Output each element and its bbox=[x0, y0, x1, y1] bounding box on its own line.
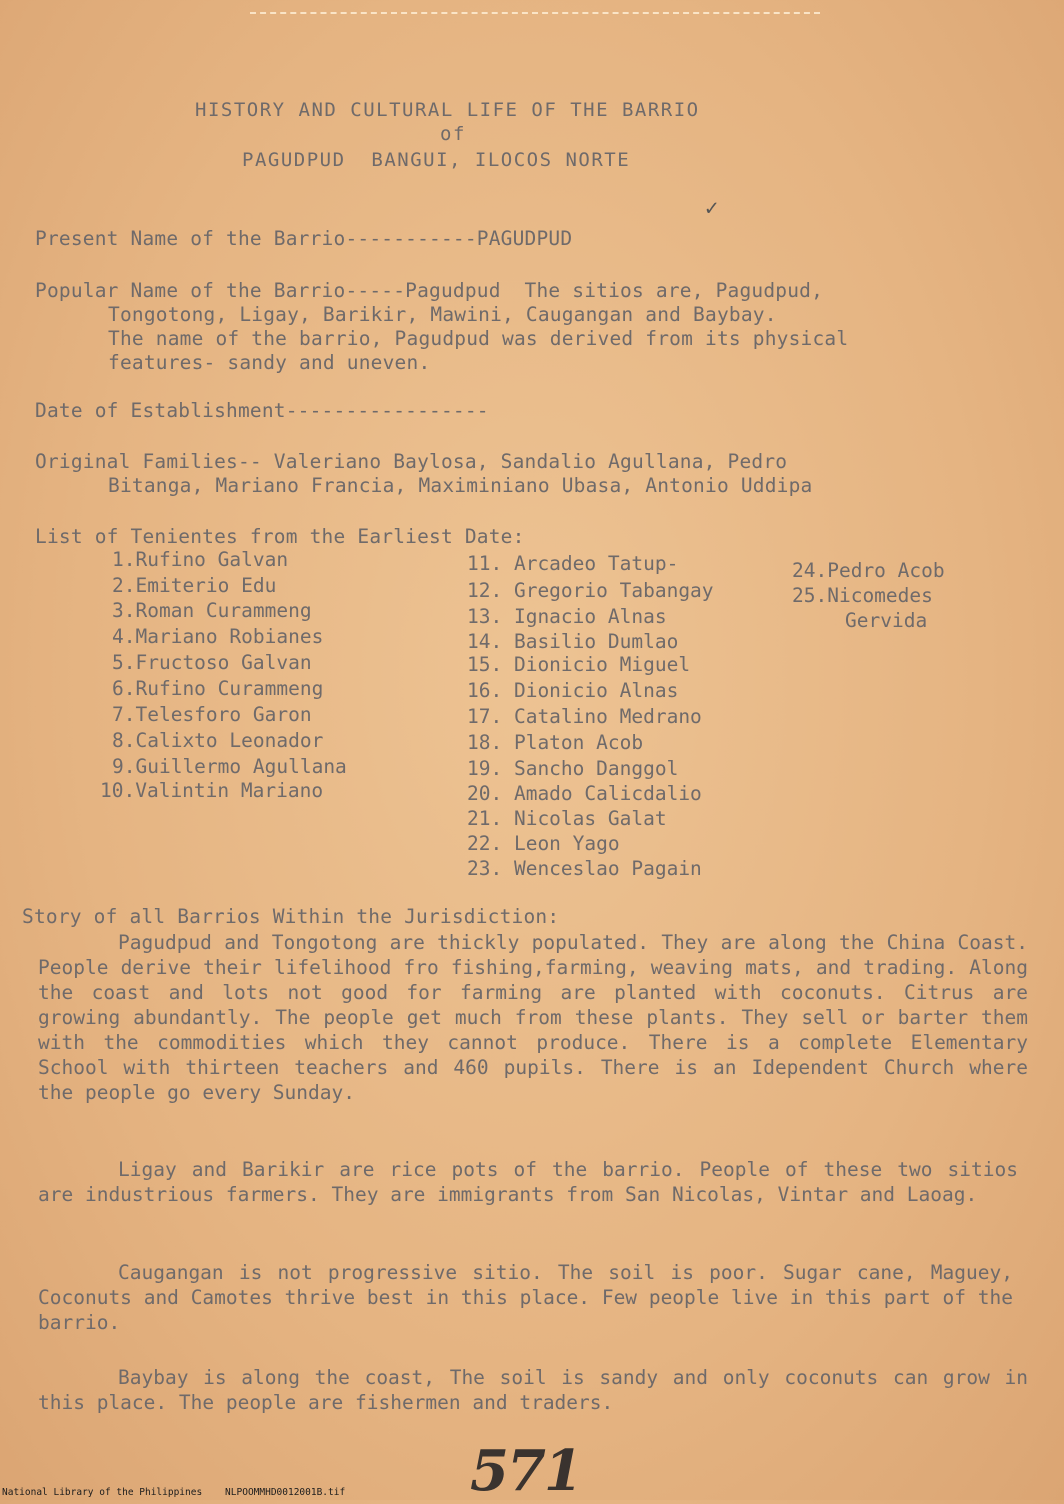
check-mark: ✓ bbox=[705, 196, 719, 221]
title-line-1: HISTORY AND CULTURAL LIFE OF THE BARRIO bbox=[195, 99, 700, 121]
teniente-item: 19. Sancho Danggol bbox=[467, 757, 679, 780]
date-of-establishment: Date of Establishment----------------- bbox=[35, 399, 489, 422]
title-line-2: of bbox=[440, 123, 466, 145]
popular-name-line-3: The name of the barrio, Pagudpud was derived from its physical bbox=[108, 327, 849, 350]
teniente-item: 25.Nicomedes bbox=[792, 584, 933, 607]
teniente-item: 21. Nicolas Galat bbox=[467, 807, 667, 830]
title-line-3: PAGUDPUD BANGUI, ILOCOS NORTE bbox=[242, 149, 631, 171]
teniente-item: Gervida bbox=[845, 609, 928, 632]
original-families-line-1: Original Families-- Valeriano Baylosa, Sandalio Agullana, Pedro bbox=[35, 450, 788, 473]
teniente-item: 17. Catalino Medrano bbox=[467, 705, 702, 728]
paragraph: Pagudpud and Tongotong are thickly populated. They are along the China Coast. People derive their lifelihood fro fishing,farming, weaving mats, and trading. Along the coast and lots not good for farming are planted with coconuts. Citrus are growing abundantly. The people get much from these plants. They sell or barter them with the commodities which they cannot produce. There is a complete Elementary School with thirteen teachers and 460 pupils. There is an Idependent Church where the people go every Sunday. bbox=[38, 931, 1028, 1104]
teniente-item: 3.Roman Curammeng bbox=[112, 599, 312, 622]
teniente-item: 7.Telesforo Garon bbox=[112, 703, 312, 726]
teniente-item: 24.Pedro Acob bbox=[792, 559, 945, 582]
paragraph: Baybay is along the coast, The soil is sandy and only coconuts can grow in this place. The people are fishermen and traders. bbox=[38, 1366, 1028, 1414]
paragraph: Ligay and Barikir are rice pots of the barrio. People of these two sitios are industrious farmers. They are immigrants from San Nicolas, Vintar and Laoag. bbox=[38, 1158, 1018, 1206]
teniente-item: 22. Leon Yago bbox=[467, 832, 620, 855]
teniente-item: 15. Dionicio Miguel bbox=[467, 653, 691, 676]
teniente-item: 16. Dionicio Alnas bbox=[467, 679, 679, 702]
popular-name-line-2: Tongotong, Ligay, Barikir, Mawini, Caugangan and Baybay. bbox=[108, 303, 777, 326]
teniente-item: 14. Basilio Dumlao bbox=[467, 630, 679, 653]
teniente-item: 20. Amado Calicdalio bbox=[467, 782, 702, 805]
archive-footer: National Library of the Philippines NLPOOMMHD0012001B.tif bbox=[2, 1487, 346, 1498]
teniente-item: 12. Gregorio Tabangay bbox=[467, 579, 714, 602]
paragraph: Caugangan is not progressive sitio. The soil is poor. Sugar cane, Maguey, Coconuts and Camotes thrive best in this place. Few people live in this part of the barrio. bbox=[38, 1261, 1013, 1334]
teniente-item: 9.Guillermo Agullana bbox=[112, 755, 347, 778]
teniente-item: 5.Fructoso Galvan bbox=[112, 651, 312, 674]
popular-name-line-4: features- sandy and uneven. bbox=[108, 351, 431, 374]
teniente-item: 4.Mariano Robianes bbox=[112, 625, 324, 648]
teniente-item: 11. Arcadeo Tatup- bbox=[467, 552, 679, 575]
present-name: Present Name of the Barrio-----------PAGUDPUD bbox=[35, 227, 573, 250]
story-heading: Story of all Barrios Within the Jurisdiction: bbox=[22, 905, 560, 928]
tenientes-heading: List of Tenientes from the Earliest Date: bbox=[35, 525, 525, 548]
teniente-item: 6.Rufino Curammeng bbox=[112, 677, 324, 700]
teniente-item: 18. Platon Acob bbox=[467, 731, 644, 754]
teniente-item: 13. Ignacio Alnas bbox=[467, 605, 667, 628]
teniente-item: 23. Wenceslao Pagain bbox=[467, 857, 702, 880]
teniente-item: 8.Calixto Leonador bbox=[112, 729, 324, 752]
popular-name-line-1: Popular Name of the Barrio-----Pagudpud The sitios are, Pagudpud, bbox=[35, 279, 824, 302]
teniente-item: 10.Valintin Mariano bbox=[100, 779, 324, 802]
original-families-line-2: Bitanga, Mariano Francia, Maximiniano Ubasa, Antonio Uddipa bbox=[108, 474, 813, 497]
perforation-edge bbox=[250, 12, 820, 14]
handwritten-page-number: 571 bbox=[470, 1438, 581, 1504]
teniente-item: 1.Rufino Galvan bbox=[112, 548, 289, 571]
teniente-item: 2.Emiterio Edu bbox=[112, 574, 277, 597]
